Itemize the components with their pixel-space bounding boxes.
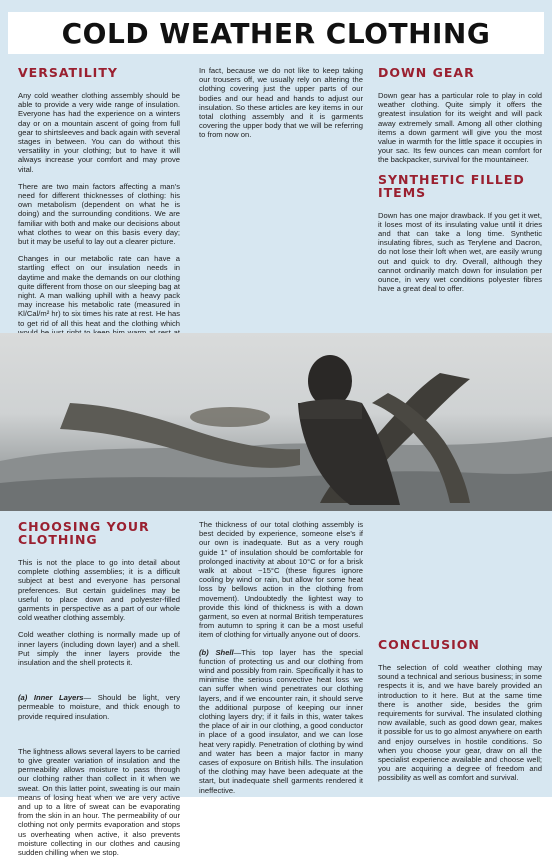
- column-6: [378, 520, 542, 797]
- mountaineer-photo: [0, 333, 552, 511]
- paragraph: Cold weather clothing is normally made up of inner layers (including down layer) and a shell. Put simply the inner layers provide the insulation and the shell protects it.: [18, 630, 180, 668]
- paragraph: Down gear has a particular role to play in cold weather clothing. Quite simply it offers the greatest insulation for its weight and will pack away extremely small. Among all other clothing items a down garment will give you the most value in warmth for the little space it occupies in your sac. Its few ounces can mean comfort for the backpacker, survival for the mountaineer.: [378, 91, 542, 165]
- photo-illustration: [0, 333, 552, 511]
- paragraph-shell: [199, 648, 363, 795]
- heading-down-gear: DOWN GEAR: [378, 65, 475, 80]
- column-3: [378, 66, 542, 328]
- paragraph: The lightness allows several layers to be carried to give greater variation of insulation and the permeability allows moisture to pass through our clothing rather than collect in it when we sweat. On this latter point, sweating is our main means of losing heat when we are very active and up to a litre of sweat can be evaporating from the skin in an hour. The permeability of our clothing not only permits evaporation and stops us overheating when active, it also prevents moisture collecting in our clothes and causing sudden chilling when we stop.: [18, 746, 180, 857]
- paragraph: In fact, because we do not like to keep taking our trousers off, we usually rely on altering the clothing covering just the upper parts of our bodies and our head and hands to adjust our insulation. So these articles are key items in our total clothing assembly and it is garments covering the upper body that we will be referring to from now on.: [199, 66, 363, 140]
- column-5: [199, 520, 363, 797]
- paragraph: The selection of cold weather clothing may sound a technical and serious business; in some respects it is, and we have barely provided an introduction to it here. But at the same time there is another side, besides the grim requirements for survival. The insulated clothing now available, such as good down gear, makes it possible for us to go almost anywhere on earth and enjoy ourselves in hostile conditions. So when you choose your gear, draw on all the specialist experience available and choose well; you are acquiring a degree of freedom and possibility as well as comfort and survival.: [378, 663, 542, 783]
- column-4: [18, 519, 180, 857]
- heading-versatility: VERSATILITY: [18, 65, 118, 80]
- paragraph: Changes in our metabolic rate can have a startling effect on our insulation needs in daytime and make the demands on our clothing quite different from those on our sleeping bag at night. A man walking uphill with a heavy pack may increase his metabolic rate (measured in Kl/Cal/m² hr) to six times his rate at rest. He has to get rid of all this heat and the clothing which: [18, 254, 180, 328]
- paragraph: There are two main factors affecting a man's need for different thicknesses of clothing: his own metabolism (dependent on what he is doing) and the surrounding conditions. We are familiar with both and make our decisions about what clothes to wear on this basis every day; but it may be useful to lay out a clearer picture.: [18, 181, 180, 247]
- title-bar: [8, 12, 544, 54]
- inner-layers-text: — Should be light, very permeable to moisture, and thick enough to provide required insulation.: [18, 693, 180, 721]
- paragraph: The thickness of our total clothing assembly is best decided by experience, someone else's if our own is inadequate. But as a very rough guide 1" of insulation should be comfortable for prolonged inactivity at about 10°C or for a brisk walk at about −15°C (these figures ignore cooling by wind or rain, but allow for some heat loss by bellows action in the clothing from movement). Undoubtedly the lightest way to provide this kind of thickness is with a down garment, so even at normal British temperatures from autumn to spring it can be a most useful item of clothing for virtually anyone out of doors.: [199, 520, 363, 640]
- column-1: [18, 66, 180, 328]
- heading-conclusion: CONCLUSION: [378, 637, 480, 652]
- paragraph-inner-layers: [18, 693, 180, 721]
- column-2: [199, 66, 363, 328]
- shell-text: —This top layer has the special function of protecting us and our clothing from wind and possibly from rain. Specifically it has to minimise the serious convective heat loss we can suffer when wind penetrates our clothing layers, and if we encounter rain, it should serve the additional purpose of keeping our inner clothing layers dry; if it fails in this, water takes the place of air in our clothing, a good conductor in place of a good insulator, and we can lose heat very rapidly. Penetration of clothing by wind and water has been a major factor in many cases of exposure on British hills. The insulation of the clothing may have been adequate at the start, but inadequate shell garments rendered it ineffective.: [199, 647, 363, 795]
- inner-layers-label: (a) Inner Layers: [18, 693, 84, 703]
- heading-choosing-your-clothing: CHOOSING YOUR CLOTHING: [18, 519, 150, 547]
- paragraph: This is not the place to go into detail about complete clothing assemblies; it is a difficult subject at best and everyone has personal preferences. But certain guidelines may be useful to place down and polyester-filled garments in perspective as a part of our whole cold weather clothing assembly.: [18, 558, 180, 623]
- shell-label: (b) Shell: [199, 647, 234, 657]
- heading-synthetic-filled-items: SYNTHETIC FILLED ITEMS: [378, 171, 525, 200]
- paragraph: Down has one major drawback. If you get it wet, it loses most of its insulating value until it dries and that can take a long time. Synthetic insulating fibres, such as Terylene and Dacron, do not lose their loft when wet, are easily wrung out and quick to dry. Overall, although they cannot ordinarily match down for insulation per ounce, in very wet conditions polyester fibres have a great deal to offer.: [378, 210, 542, 294]
- page-title: COLD WEATHER CLOTHING: [61, 16, 491, 50]
- paragraph: Any cold weather clothing assembly should be able to provide a very wide range of insulation. Everyone has had the experience on a winters day or on a mountain ascent of going from full gear to shirtsleeves and back again with several stages in between. You can do without this versatility in your clothing; but to have it will always increase your comfort and may prove vital.: [18, 91, 180, 174]
